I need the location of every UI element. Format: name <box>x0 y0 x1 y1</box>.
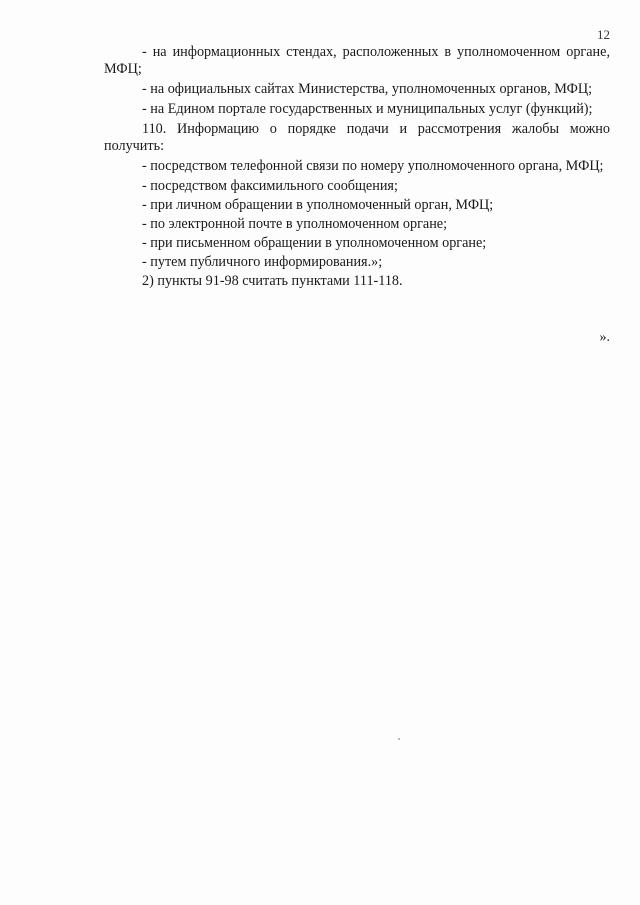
paragraph-email: - по электронной почте в уполномоченном органе; <box>142 216 448 232</box>
paragraph-personal-visit: - при личном обращении в уполномоченный орган, МФЦ; <box>142 197 494 213</box>
paragraph-110-intro: 110. Информацию о порядке подачи и рассмотрения жалобы можно получить: <box>104 121 610 154</box>
paragraph-info-stands: - на информационных стендах, расположенных в уполномоченном органе, МФЦ; <box>104 44 610 77</box>
paragraph-renumbering: 2) пункты 91-98 считать пунктами 111-118. <box>142 273 403 289</box>
paragraph-unified-portal: - на Едином портале государственных и муниципальных услуг (функций); <box>142 101 593 117</box>
paragraph-official-sites: - на официальных сайтах Министерства, уполномоченных органов, МФЦ; <box>142 81 593 97</box>
paragraph-fax: - посредством факсимильного сообщения; <box>142 178 398 194</box>
page-number: 12 <box>597 27 610 42</box>
paragraph-written-request: - при письменном обращении в уполномоченном органе; <box>142 235 487 251</box>
paragraph-public-info: - путем публичного информирования.»; <box>142 254 383 270</box>
closing-quote-mark: ». <box>599 330 610 345</box>
paragraph-phone: - посредством телефонной связи по номеру уполномоченного органа, МФЦ; <box>142 158 604 174</box>
document-body <box>104 44 610 292</box>
scan-speck <box>398 738 400 740</box>
